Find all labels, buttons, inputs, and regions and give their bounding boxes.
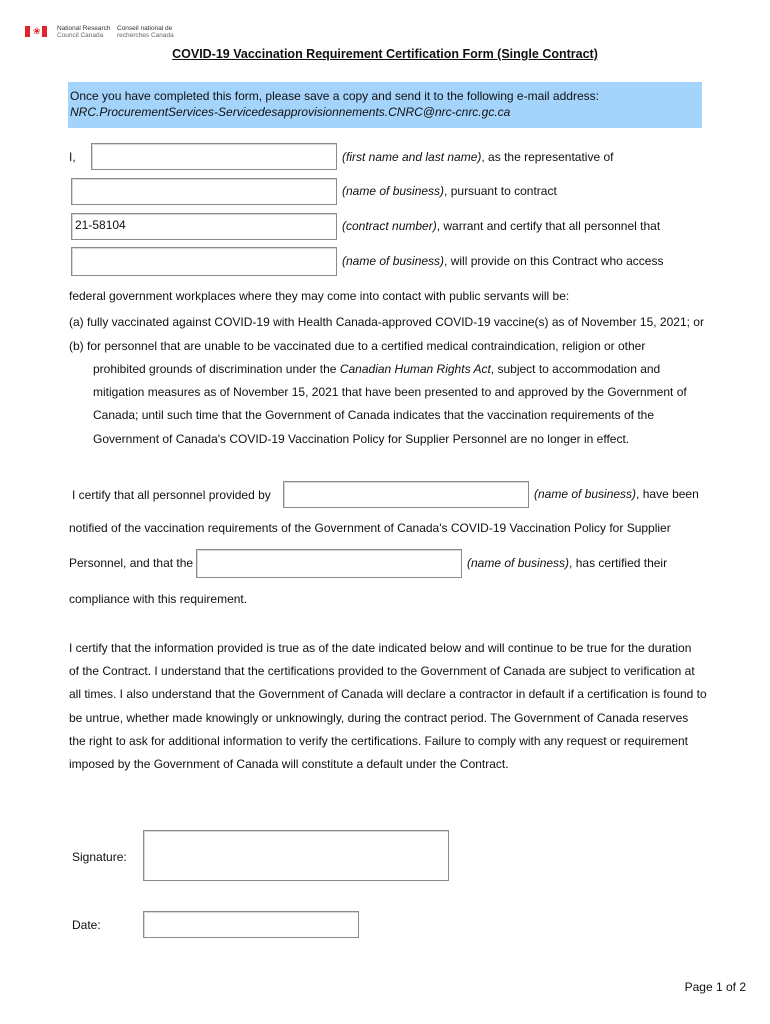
business2-hint: (name of business) (342, 254, 445, 268)
org-name-en (57, 25, 110, 39)
business-name-field-3[interactable] (283, 481, 529, 508)
business-name-field-1[interactable] (71, 178, 337, 205)
business-name-field-2[interactable] (71, 247, 337, 276)
cert-para-line6: imposed by the Government of Canada will constitute a default under the Contract. (69, 757, 509, 771)
org-name-fr (117, 25, 174, 39)
date-field[interactable] (143, 911, 359, 938)
banner-email: NRC.ProcurementServices-Servicedesapprovisionnements.CNRC@nrc-cnrc.gc.ca (70, 105, 511, 119)
cert-para-line1: I certify that the information provided is true as of the date indicated below and will continue to be true for the duration (69, 641, 692, 655)
compliance-line: compliance with this requirement. (69, 592, 248, 606)
instructions-banner (68, 82, 702, 128)
business2-tail: , will provide on this Contract who access (444, 254, 664, 268)
contract-number-field[interactable]: 21-58104 (71, 213, 337, 240)
item-b2-post: , subject to accommodation and (490, 362, 661, 376)
form-title: COVID-19 Vaccination Requirement Certification Form (Single Contract) (172, 47, 598, 61)
item-a: (a) fully vaccinated against COVID-19 with Health Canada-approved COVID-19 vaccine(s) as of November 15, 2021; or (69, 315, 704, 329)
item-b2-pre: prohibited grounds of discrimination under the (93, 362, 340, 376)
name-hint-tail: , as the representative of (481, 150, 614, 164)
business4-tail: , has certified their (569, 556, 668, 570)
business4-hint: (name of business) (467, 556, 570, 570)
i-label: I, (69, 150, 76, 164)
contract-tail: , warrant and certify that all personnel that (436, 219, 661, 233)
signature-label: Signature: (72, 850, 127, 864)
name-field[interactable] (91, 143, 337, 170)
business3-hint: (name of business) (534, 487, 637, 501)
personnel-pre: Personnel, and that the (69, 556, 194, 570)
contract-hint: (contract number) (342, 219, 437, 233)
org-en-line2: Council Canada (57, 32, 104, 39)
business3-hint-line (534, 487, 699, 501)
certify-pre: I certify that all personnel provided by (72, 488, 271, 502)
item-b-line4: Canada; until such time that the Government of Canada indicates that the vaccination requirements of the (93, 408, 654, 422)
cert-para-line5: the right to ask for additional information to verify the certifications. Failure to comply with any request or requirement (69, 734, 688, 748)
business1-hint: (name of business) (342, 184, 445, 198)
business4-hint-line (467, 556, 667, 570)
page-number: Page 1 of 2 (684, 980, 746, 994)
business2-hint-line (342, 254, 663, 268)
item-b-line5: Government of Canada's COVID-19 Vaccination Policy for Supplier Personnel are no longer in effect. (93, 432, 630, 446)
name-hint-line (342, 150, 613, 164)
federal-line: federal government workplaces where they may come into contact with public servants will be: (69, 289, 570, 303)
org-en-line1: National Research (57, 25, 111, 32)
cert-para-line2: of the Contract. I understand that the certifications provided to the Government of Canada are subject to verification at (69, 664, 695, 678)
cert-para-line4: be untrue, whether made knowingly or unknowingly, during the contract period. The Government of Canada reserves (69, 711, 689, 725)
business-name-field-4[interactable] (196, 549, 462, 578)
signature-field[interactable] (143, 830, 449, 881)
item-b2-act: Canadian Human Rights Act (339, 362, 491, 376)
item-b-line1: (b) for personnel that are unable to be vaccinated due to a certified medical contraindication, religion or other (69, 339, 646, 353)
cert-para-line3: all times. I also understand that the Government of Canada will declare a contractor in default if a certification is found to (69, 687, 707, 701)
org-fr-line1: Conseil national de (117, 25, 173, 32)
notified-line: notified of the vaccination requirements of the Government of Canada's COVID-19 Vaccination Policy for Supplier (69, 521, 671, 535)
banner-line1: Once you have completed this form, please save a copy and send it to the following e-mail address: (70, 89, 599, 103)
org-fr-line2: recherches Canada (117, 32, 174, 39)
business3-tail: , have been (636, 487, 699, 501)
business1-tail: , pursuant to contract (444, 184, 557, 198)
name-hint: (first name and last name) (342, 150, 482, 164)
business1-hint-line (342, 184, 557, 198)
item-b-line2 (93, 362, 660, 376)
item-b-line3: mitigation measures as of November 15, 2021 that have been presented to and approved by the Government of (93, 385, 687, 399)
contract-hint-line (342, 219, 660, 233)
date-label: Date: (72, 918, 101, 932)
canada-flag-icon: ❀ (25, 26, 47, 37)
